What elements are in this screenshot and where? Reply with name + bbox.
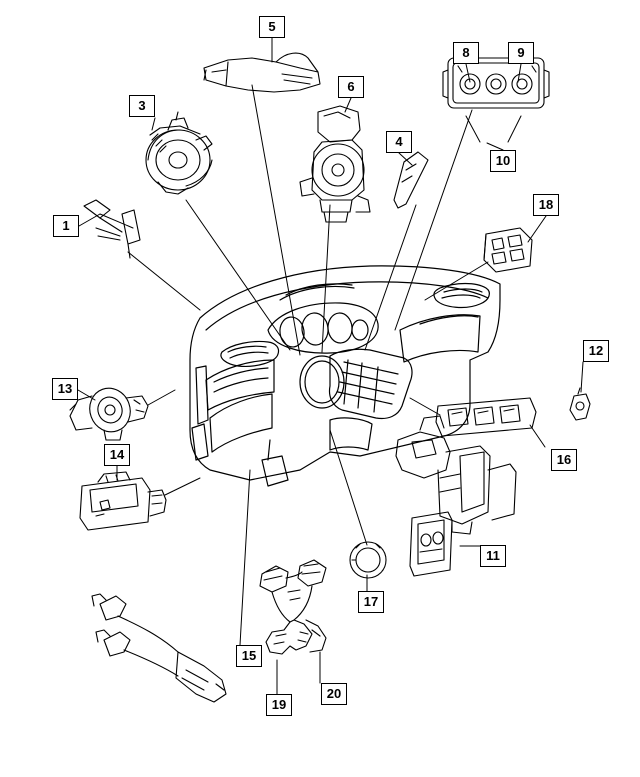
callout-18[interactable]: 18 bbox=[533, 194, 559, 216]
part-5-multifunction-switch bbox=[204, 53, 320, 92]
instrument-panel bbox=[190, 266, 500, 486]
part-13-headlamp-switch bbox=[70, 382, 148, 440]
callout-10[interactable]: 10 bbox=[490, 150, 516, 172]
part-3-clockspring bbox=[146, 112, 212, 194]
part-19-20-harness-connectors bbox=[260, 560, 326, 654]
part-15-jumper-harness bbox=[92, 594, 226, 702]
part-1-headlamp-switch-knob bbox=[84, 200, 140, 258]
bracket-assembly bbox=[396, 416, 516, 534]
callout-14[interactable]: 14 bbox=[104, 444, 130, 466]
callout-3[interactable]: 3 bbox=[129, 95, 155, 117]
part-6-ignition-switch-housing bbox=[300, 106, 370, 222]
part-12-pendant-switch bbox=[570, 388, 590, 420]
part-18-relay-block bbox=[484, 228, 532, 272]
callout-11[interactable]: 11 bbox=[480, 545, 506, 567]
callout-20[interactable]: 20 bbox=[321, 683, 347, 705]
part-17-bezel-ring bbox=[350, 542, 386, 578]
callout-15[interactable]: 15 bbox=[236, 645, 262, 667]
part-14-control-module bbox=[80, 472, 166, 530]
callout-12[interactable]: 12 bbox=[583, 340, 609, 362]
part-16-switch-bank-bezel bbox=[436, 398, 536, 436]
callout-19[interactable]: 19 bbox=[266, 694, 292, 716]
part-4-ignition-key-lever bbox=[394, 152, 428, 208]
callout-17[interactable]: 17 bbox=[358, 591, 384, 613]
callout-1[interactable]: 1 bbox=[53, 215, 79, 237]
callout-6[interactable]: 6 bbox=[338, 76, 364, 98]
callout-4[interactable]: 4 bbox=[386, 131, 412, 153]
part-10-hvac-control-panel bbox=[443, 58, 549, 108]
part-11-power-window-switch bbox=[410, 512, 452, 576]
callout-9[interactable]: 9 bbox=[508, 42, 534, 64]
callout-16[interactable]: 16 bbox=[551, 449, 577, 471]
callout-13[interactable]: 13 bbox=[52, 378, 78, 400]
callout-5[interactable]: 5 bbox=[259, 16, 285, 38]
callout-8[interactable]: 8 bbox=[453, 42, 479, 64]
